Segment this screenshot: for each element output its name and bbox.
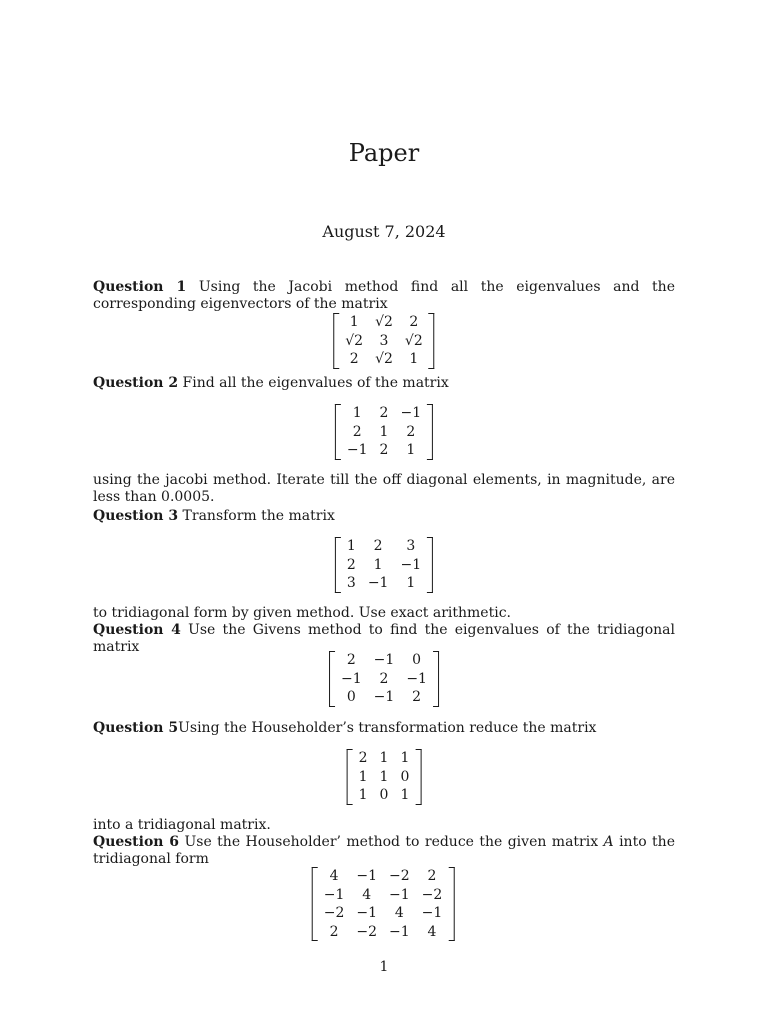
matrix-cell: √2 [345,332,364,349]
matrix-cell: 1 [406,575,416,591]
question-4-label: Question 4 [93,622,181,638]
question-5-followup: into a tridiagonal matrix. [93,817,271,833]
matrix-cell: 1 [379,768,389,785]
question-2-prompt [93,375,675,392]
matrix-row [339,350,428,369]
question-3-followup: to tridiagonal form by given method. Use exact arithmetic. [93,605,511,621]
matrix-row [318,904,449,923]
matrix-cell: −1 [346,442,368,458]
question-5-text: Using the Householder’s transformation reduce the matrix [178,720,597,736]
matrix-cell: 1 [379,750,389,766]
matrix-body [341,404,427,460]
matrix-cell: 0 [412,652,422,668]
matrix-cell: 2 [352,423,362,440]
matrix-body [353,749,416,805]
question-6-matrix [312,867,455,941]
matrix-cell: 1 [406,442,416,458]
matrix-right-bracket [427,404,433,460]
matrix-row [335,688,433,707]
matrix-cell: −1 [389,886,410,903]
matrix-cell: 2 [373,538,383,554]
matrix-cell: 3 [379,332,389,349]
matrix-cell: 1 [400,787,410,803]
question-2-matrix [335,404,433,460]
matrix-right-bracket [427,537,433,593]
matrix-cell: 2 [346,652,356,668]
question-3-label: Question 3 [93,508,179,524]
matrix-cell: −1 [341,670,362,687]
matrix-cell: −1 [406,670,427,687]
question-1-prompt [93,279,675,313]
matrix-variable: A [603,834,614,850]
question-6-text: Use the Householder’ method to reduce the given matrix [179,834,604,850]
matrix-cell: 0 [346,689,356,705]
matrix-cell: 1 [400,750,410,766]
matrix-right-bracket [415,749,421,805]
matrix-row [341,441,427,460]
matrix-row [335,670,433,689]
matrix-cell: −2 [356,923,377,940]
matrix-right-bracket [433,651,439,707]
matrix-cell: 1 [358,768,368,785]
question-3-text: Transform the matrix [178,508,335,524]
matrix-row [318,923,449,942]
matrix-cell: 4 [329,868,339,884]
matrix-cell: −1 [389,923,410,940]
matrix-cell: 4 [394,905,404,921]
matrix-row [353,768,416,787]
matrix-body [341,537,427,593]
question-5-matrix [347,749,422,805]
matrix-cell: −1 [356,868,377,884]
matrix-cell: 0 [379,787,389,803]
matrix-cell: 2 [412,689,422,705]
question-4-matrix [329,651,439,707]
question-3-prompt [93,508,675,525]
matrix-cell: 2 [358,750,368,766]
matrix-cell: 1 [352,405,362,421]
question-1-label: Question 1 [93,279,187,295]
matrix-row [341,574,427,593]
matrix-cell: 0 [400,768,410,785]
matrix-cell: −2 [389,868,410,884]
matrix-row [339,313,428,332]
question-2-label: Question 2 [93,375,179,391]
matrix-cell: 1 [409,351,419,367]
matrix-row [341,423,427,442]
question-1-matrix [333,313,434,369]
matrix-cell: 4 [427,923,437,940]
matrix-cell: −1 [323,886,345,903]
paper-date: August 7, 2024 [322,222,446,241]
matrix-cell: 1 [358,787,368,803]
matrix-row [339,332,428,351]
matrix-cell: −1 [400,556,422,573]
matrix-cell: −1 [356,905,377,921]
matrix-right-bracket [448,867,454,941]
matrix-cell: 1 [373,556,383,573]
matrix-cell: 2 [409,314,419,330]
matrix-cell: −1 [421,905,443,921]
matrix-cell: 2 [379,442,389,458]
matrix-cell: √2 [375,314,393,330]
matrix-cell: 2 [406,423,416,440]
matrix-cell: √2 [375,351,393,367]
matrix-body [335,651,433,707]
matrix-cell: −1 [367,575,389,591]
question-5-prompt [93,720,675,737]
matrix-cell: 1 [346,538,356,554]
matrix-body [318,867,449,941]
matrix-row [353,749,416,768]
matrix-cell: √2 [404,332,423,349]
matrix-cell: 2 [346,556,356,573]
question-6-prompt [93,834,675,868]
matrix-row [341,404,427,423]
matrix-cell: −1 [373,652,395,668]
question-2-followup: using the jacobi method. Iterate till the off diagonal elements, in magnitude, are less than 0.0005. [93,472,675,505]
matrix-row [335,651,433,670]
matrix-right-bracket [429,313,435,369]
matrix-row [341,556,427,575]
question-3-matrix [335,537,433,593]
matrix-row [353,786,416,805]
paper-title: Paper [348,139,420,167]
question-4-text: Use the Givens method to find the eigenvalues of the tridiagonal matrix [93,622,675,655]
page-number: 1 [379,959,389,975]
matrix-cell: 4 [362,886,372,903]
matrix-cell: 3 [346,575,356,591]
matrix-body [339,313,428,369]
matrix-cell: 2 [379,670,389,687]
matrix-cell: 2 [329,923,339,940]
question-2-text: Find all the eigenvalues of the matrix [178,375,449,391]
matrix-row [341,537,427,556]
matrix-cell: −1 [400,405,422,421]
matrix-cell: 1 [349,314,359,330]
matrix-row [318,867,449,886]
matrix-cell: −2 [421,886,443,903]
matrix-cell: 3 [406,538,416,554]
matrix-cell: 2 [379,405,389,421]
question-5-label: Question 5 [93,720,179,736]
question-1-text: Using the Jacobi method find all the eigenvalues and the corresponding eigenvectors of the matrix [93,279,675,312]
matrix-cell: −1 [373,689,395,705]
matrix-cell: 2 [427,868,437,884]
question-6-text-end: into the tridiagonal form [93,834,675,867]
question-6-label: Question 6 [93,834,180,850]
matrix-row [318,886,449,905]
matrix-cell: 1 [379,423,389,440]
matrix-cell: −2 [323,905,345,921]
matrix-cell: 2 [349,351,359,367]
